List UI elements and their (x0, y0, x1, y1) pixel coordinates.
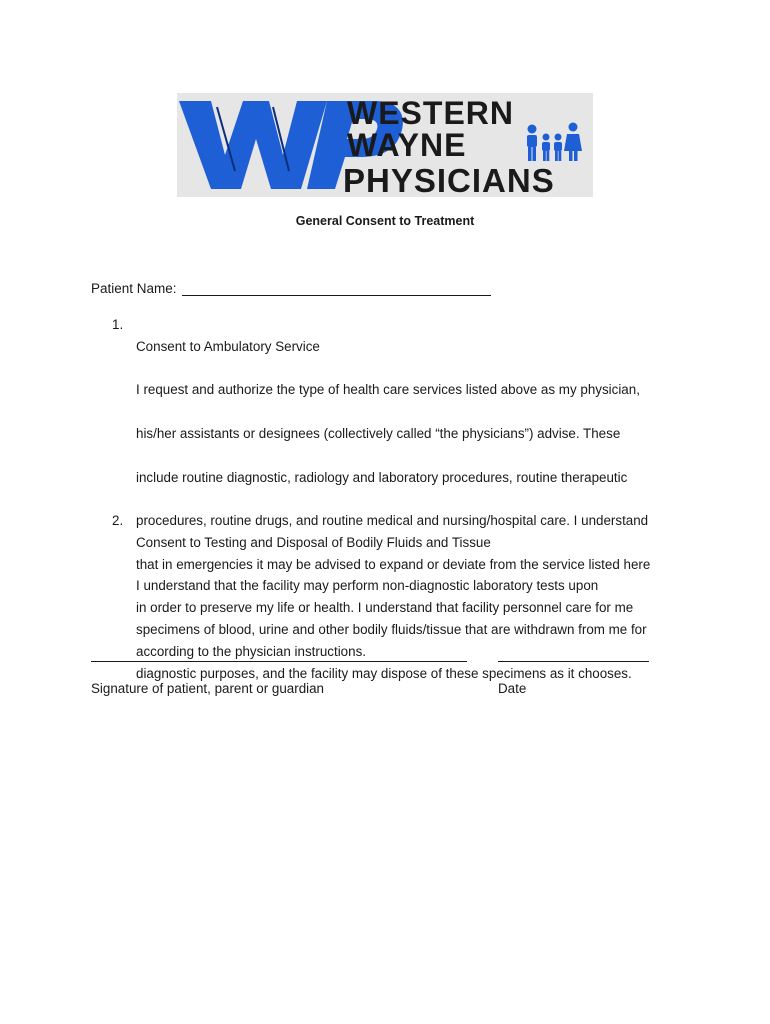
section-line: diagnostic purposes, and the facility may dispose of these specimens as it chooses. (136, 665, 632, 681)
date-field[interactable] (498, 661, 649, 662)
section-heading: Consent to Ambulatory Service (136, 338, 320, 354)
section-line: I understand that the facility may perform non-diagnostic laboratory tests upon (136, 578, 599, 594)
section-number: 2. (112, 513, 124, 528)
section-heading: Consent to Testing and Disposal of Bodily Fluids and Tissue (136, 534, 491, 550)
logo-word-physicians: PHYSICIANS (343, 162, 555, 197)
signature-field[interactable] (91, 661, 467, 662)
section-line: I request and authorize the type of health care services listed above as my physician, (136, 382, 640, 398)
patient-name-field[interactable] (182, 281, 491, 296)
family-figures-icon (527, 123, 582, 162)
signature-label: Signature of patient, parent or guardian (91, 681, 325, 696)
section-line: according to the physician instructions. (136, 643, 366, 659)
patient-name-row (91, 281, 491, 296)
document-title: General Consent to Treatment (295, 214, 475, 228)
logo-word-western: WESTERN (347, 95, 514, 131)
date-label: Date (498, 681, 527, 696)
section-line: that in emergencies it may be advised to expand or deviate from the service listed here (136, 556, 651, 572)
section-line: specimens of blood, urine and other bodily fluids/tissue that are withdrawn from me for (136, 621, 647, 637)
logo-word-wayne: WAYNE (347, 127, 467, 163)
section-line: include routine diagnostic, radiology and laboratory procedures, routine therapeutic (136, 469, 628, 485)
section-line: procedures, routine drugs, and routine medical and nursing/hospital care. I understand (136, 513, 649, 529)
patient-name-label: Patient Name: (91, 281, 177, 296)
section-line: his/her assistants or designees (collectively called “the physicians”) advise. These (136, 425, 621, 441)
section-line: in order to preserve my life or health. I understand that facility personnel care for me (136, 600, 634, 616)
section-number: 1. (112, 317, 124, 332)
logo-graphic (177, 93, 593, 197)
western-wayne-physicians-logo (177, 93, 593, 197)
section-consent-testing (112, 510, 692, 706)
